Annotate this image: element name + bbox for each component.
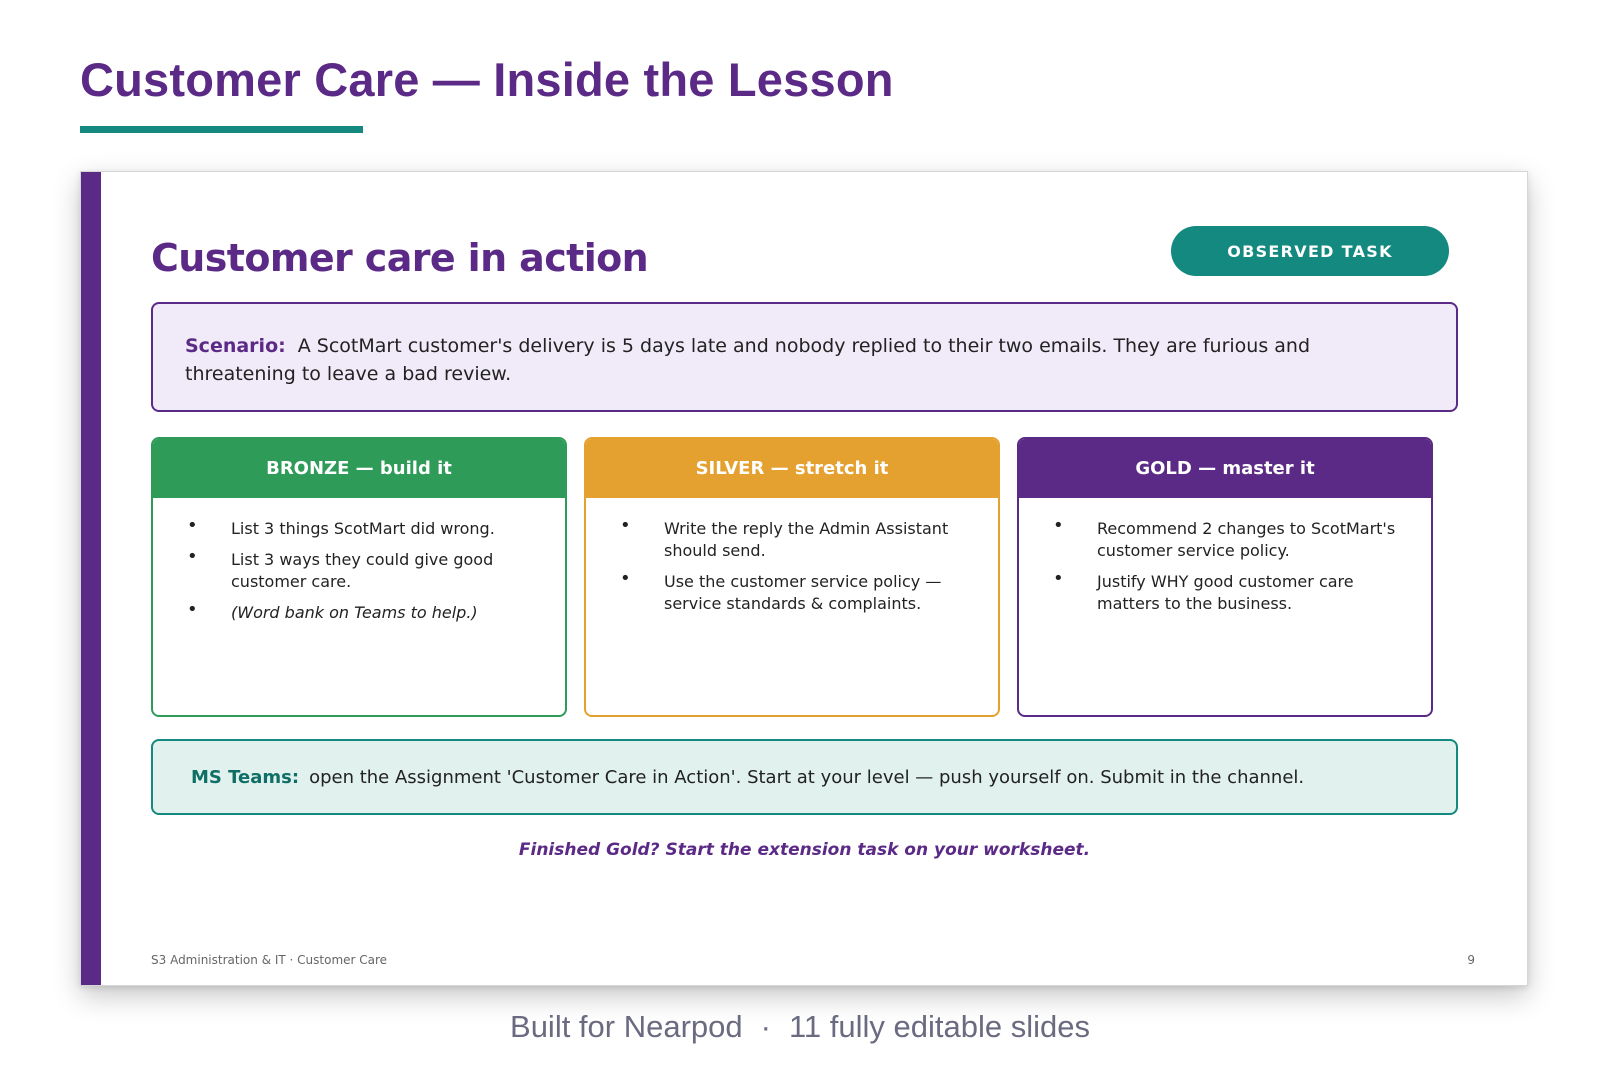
list-item: • List 3 things ScotMart did wrong. — [187, 518, 541, 540]
gold-task-list — [1053, 518, 1407, 615]
scenario-box — [151, 302, 1458, 412]
silver-card-body — [586, 498, 998, 615]
gold-card-header: GOLD — master it — [1019, 439, 1431, 498]
bronze-card-header: BRONZE — build it — [153, 439, 565, 498]
slide-page-number: 9 — [1467, 953, 1475, 967]
scenario-label: Scenario: — [185, 335, 286, 357]
silver-card — [584, 437, 1000, 717]
bronze-card — [151, 437, 567, 717]
scenario-text: A ScotMart customer's delivery is 5 days late and nobody replied to their two emails. They are furious and threatening to leave a bad review. — [185, 335, 1311, 385]
silver-card-header: SILVER — stretch it — [586, 439, 998, 498]
bronze-card-body — [153, 498, 565, 624]
gold-card — [1017, 437, 1433, 717]
caption — [0, 1009, 1600, 1045]
slide-title: Customer care in action — [151, 236, 649, 280]
slide-preview — [80, 171, 1528, 986]
observed-task-badge: OBSERVED TASK — [1171, 226, 1449, 276]
ms-teams-box — [151, 739, 1458, 815]
list-item: • List 3 ways they could give good customer care. — [187, 549, 541, 593]
silver-task-list — [620, 518, 974, 615]
extension-note: Finished Gold? Start the extension task on your worksheet. — [518, 840, 1091, 860]
slide-accent-bar — [81, 172, 101, 985]
gold-card-body — [1019, 498, 1431, 615]
list-item: • Write the reply the Admin Assistant should send. — [620, 518, 974, 562]
caption-slide-count: 11 fully editable slides — [788, 1009, 1090, 1044]
caption-separator: · — [760, 1009, 771, 1044]
caption-platform: Built for Nearpod — [510, 1009, 743, 1044]
page-title: Customer Care — Inside the Lesson — [80, 53, 894, 106]
bronze-task-list — [187, 518, 541, 624]
slide-footer-text: S3 Administration & IT · Customer Care — [151, 953, 388, 967]
list-item: • Justify WHY good customer care matters to the business. — [1053, 571, 1407, 615]
title-underline — [80, 126, 363, 133]
list-item: • Recommend 2 changes to ScotMart's customer service policy. — [1053, 518, 1407, 562]
ms-teams-text: open the Assignment 'Customer Care in Action'. Start at your level — push yourself on. Submit in the channel. — [309, 766, 1305, 788]
list-item: • Use the customer service policy — service standards & complaints. — [620, 571, 974, 615]
list-item: • (Word bank on Teams to help.) — [187, 602, 541, 624]
ms-teams-label: MS Teams: — [191, 766, 300, 788]
